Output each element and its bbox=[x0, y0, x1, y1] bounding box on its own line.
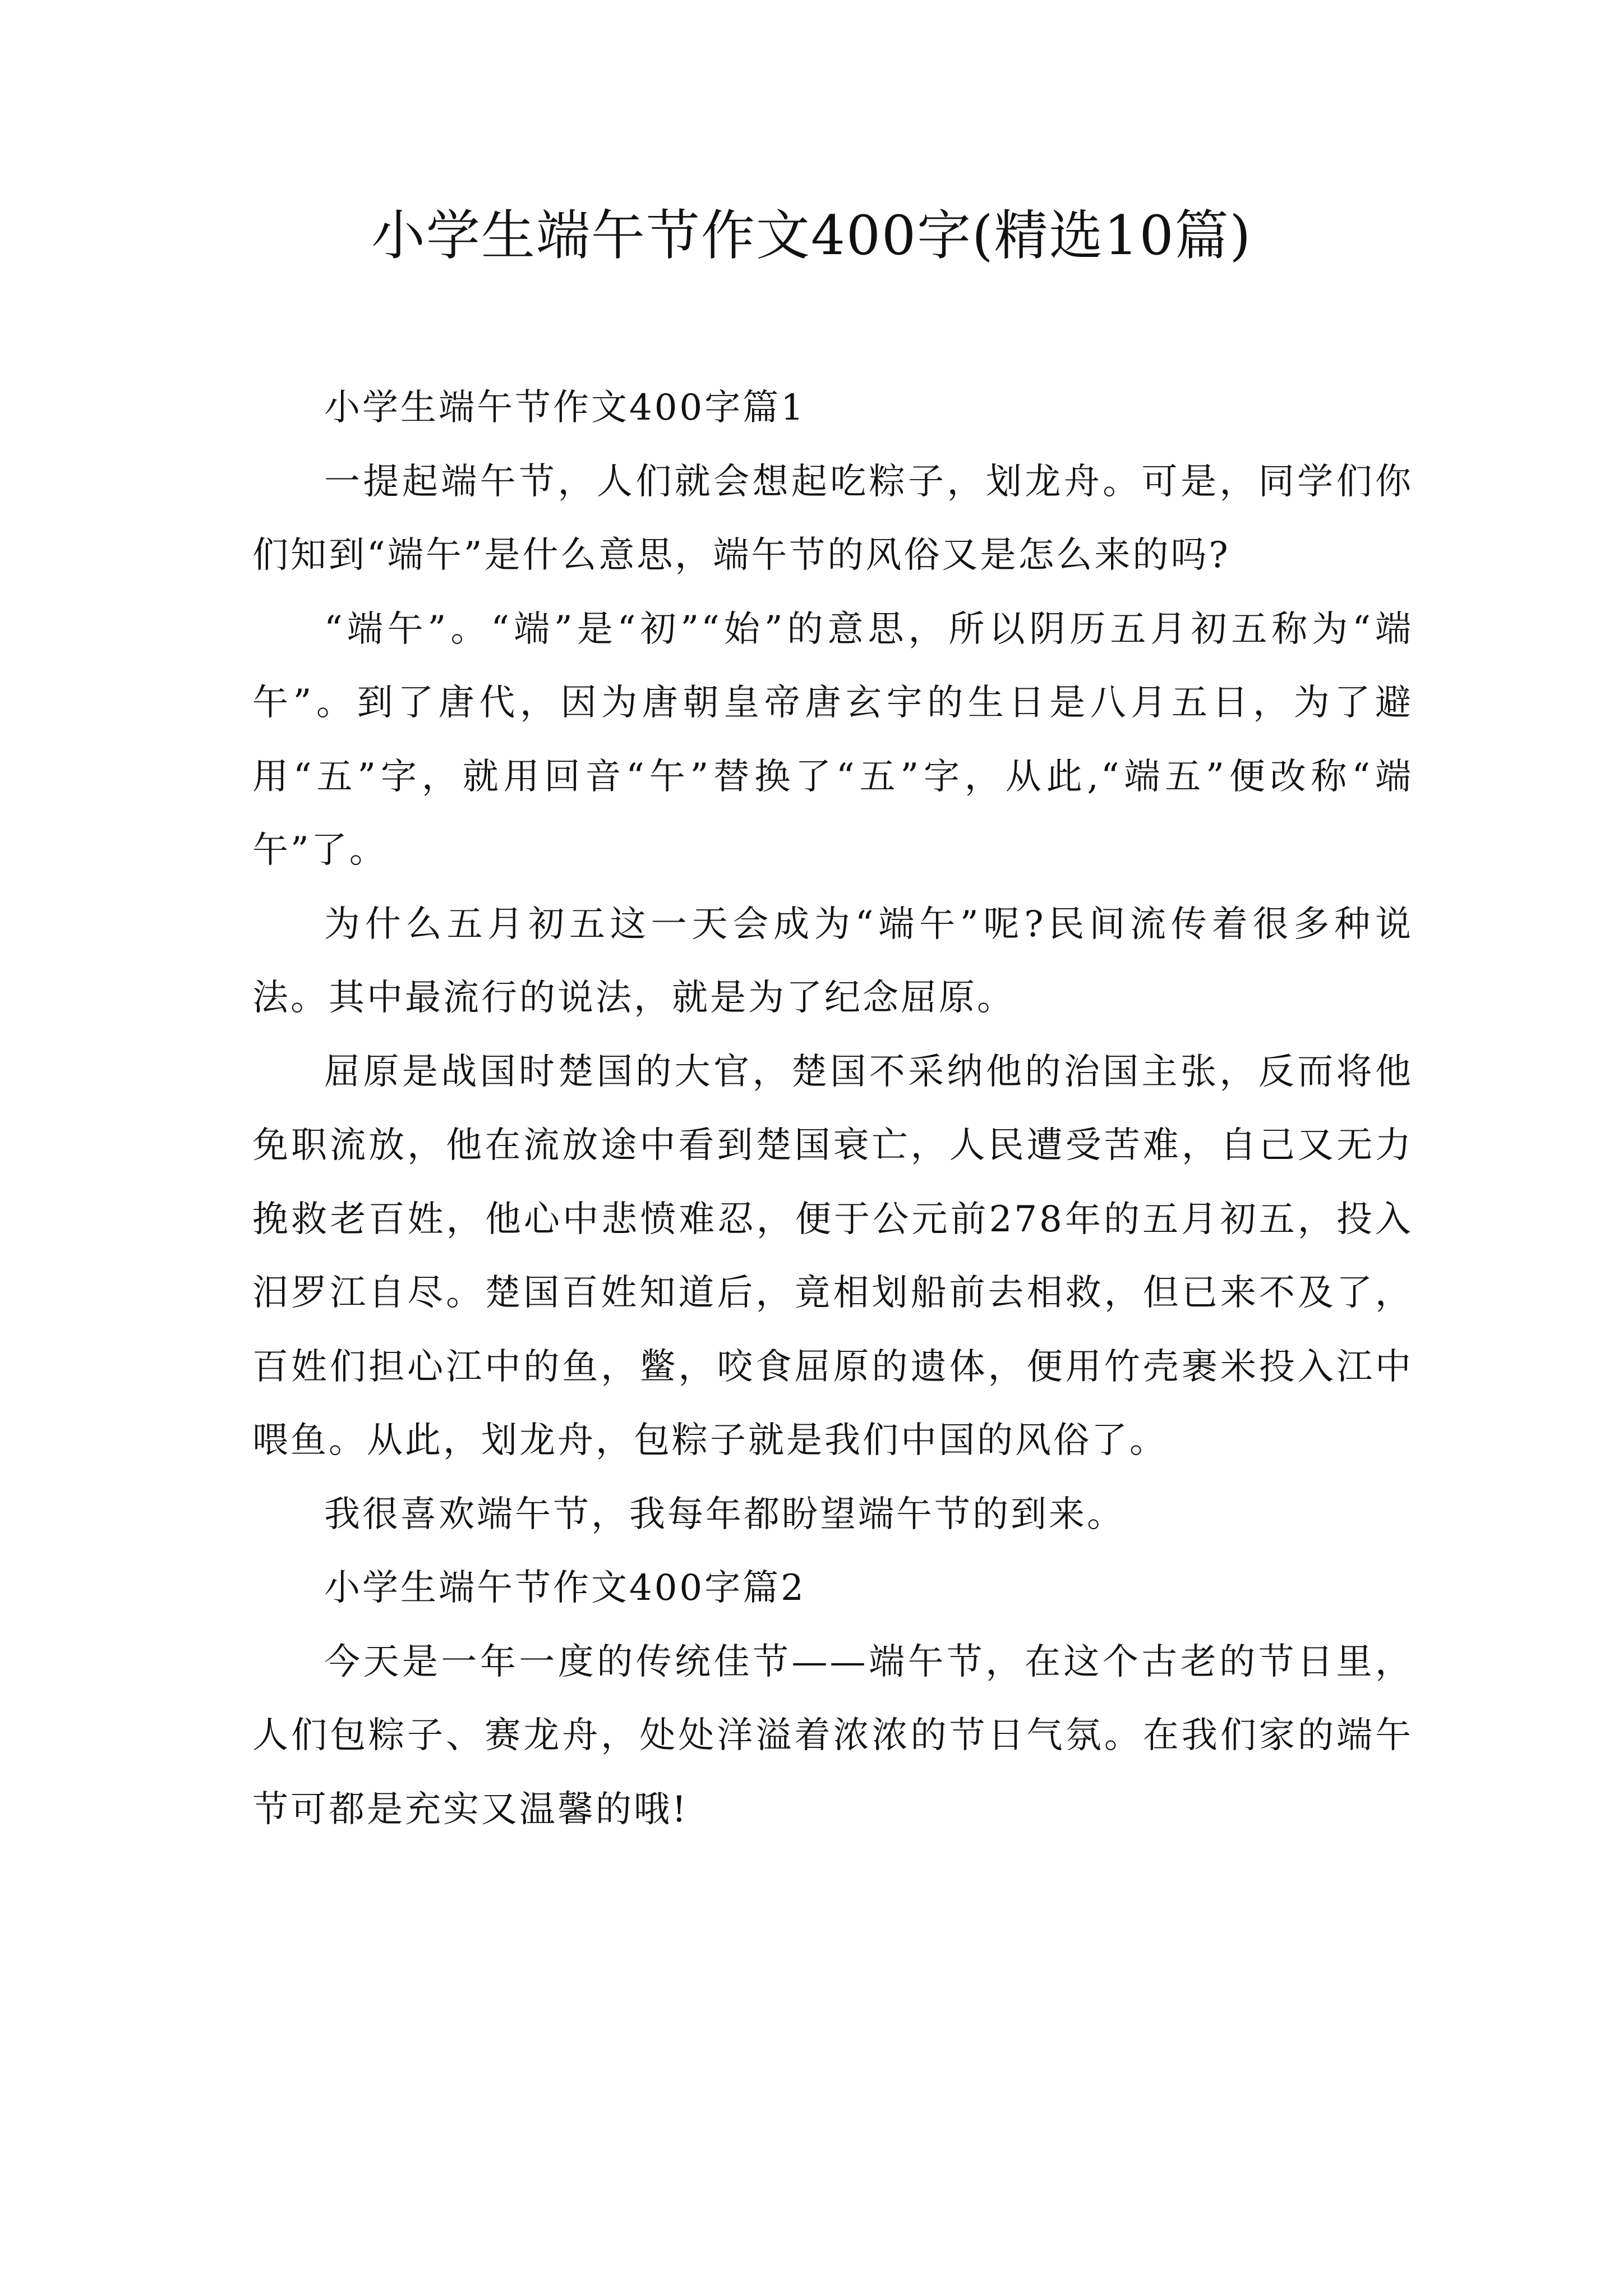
section-heading-2: 小学生端午节作文400字篇2 bbox=[324, 1567, 806, 1609]
document-title: 小学生端午节作文400字(精选10篇) bbox=[371, 204, 1252, 267]
paragraph: 一提起端午节，人们就会想起吃粽子，划龙舟。可是，同学们你们知到“端午”是什么意思，端午节的风俗又是怎么来的吗? bbox=[252, 461, 1413, 576]
paragraph: “端午”。“端”是“初”“始”的意思，所以阴历五月初五称为“端午”。到了唐代，因为唐朝皇帝唐玄宇的生日是八月五日，为了避用“五”字，就用回音“午”替换了“五”字，从此,“端五”便改称“端午”了。 bbox=[252, 608, 1413, 871]
paragraph: 今天是一年一度的传统佳节——端午节，在这个古老的节日里，人们包粽子、赛龙舟，处处洋溢着浓浓的节日气氛。在我们家的端午节可都是充实又温馨的哦! bbox=[252, 1641, 1413, 1830]
paragraph: 屈原是战国时楚国的大官，楚国不采纳他的治国主张，反而将他免职流放，他在流放途中看到楚国衰亡，人民遭受苦难，自己又无力挽救老百姓，他心中悲愤难忍，便于公元前278年的五月初五，投入汨罗江自尽。楚国百姓知道后，竟相划船前去相救，但已来不及了，百姓们担心江中的鱼，鳖，咬食屈原的遗体，便用竹壳裹米投入江中喂鱼。从此，划龙舟，包粽子就是我们中国的风俗了。 bbox=[252, 1051, 1413, 1461]
section-heading-1: 小学生端午节作文400字篇1 bbox=[324, 387, 806, 429]
paragraph: 为什么五月初五这一天会成为“端午”呢?民间流传着很多种说法。其中最流行的说法，就是为了纪念屈原。 bbox=[252, 903, 1413, 1019]
document-body bbox=[252, 371, 1413, 1847]
paragraph: 我很喜欢端午节，我每年都盼望端午节的到来。 bbox=[324, 1493, 1125, 1535]
